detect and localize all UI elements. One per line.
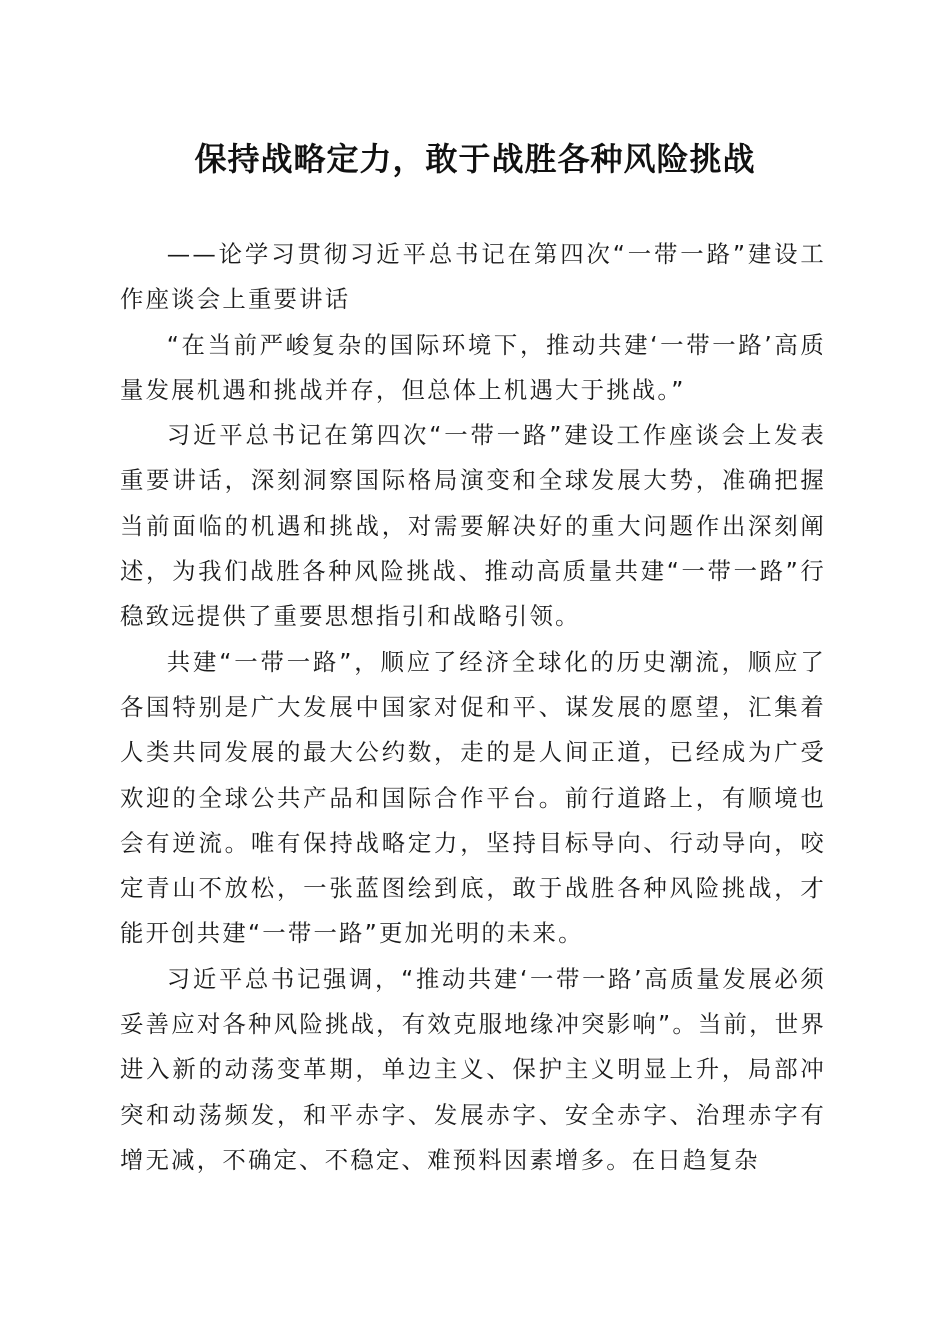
paragraph: 共建“一带一路”，顺应了经济全球化的历史潮流，顺应了各国特别是广大发展中国家对促和平、谋发展的愿望，汇集着人类共同发展的最大公约数，走的是人间正道，已经成为广受欢迎的全球公共产品和国际合作平台。前行道路上，有顺境也会有逆流。唯有保持战略定力，坚持目标导向、行动导向，咬定青山不放松，一张蓝图绘到底，敢于战胜各种风险挑战，才能开创共建“一带一路”更加光明的未来。: [120, 647, 826, 948]
document-title: 保持战略定力，敢于战胜各种风险挑战: [194, 140, 756, 178]
paragraph: 习近平总书记在第四次“一带一路”建设工作座谈会上发表重要讲话，深刻洞察国际格局演变和全球发展大势，准确把握当前面临的机遇和挑战，对需要解决好的重大问题作出深刻阐述，为我们战胜各种风险挑战、推动高质量共建“一带一路”行稳致远提供了重要思想指引和战略引领。: [120, 421, 826, 631]
paragraph: “在当前严峻复杂的国际环境下，推动共建‘一带一路’高质量发展机遇和挑战并存，但总体上机遇大于挑战。”: [120, 330, 826, 404]
document-body: [120, 232, 826, 1183]
document-subtitle: ——论学习贯彻习近平总书记在第四次“一带一路”建设工作座谈会上重要讲话: [120, 240, 826, 314]
paragraph: 习近平总书记强调，“推动共建‘一带一路’高质量发展必须妥善应对各种风险挑战，有效克服地缘冲突影响”。当前，世界进入新的动荡变革期，单边主义、保护主义明显上升，局部冲突和动荡频发，和平赤字、发展赤字、安全赤字、治理赤字有增无减，不确定、不稳定、难预料因素增多。在日趋复杂: [120, 964, 826, 1174]
